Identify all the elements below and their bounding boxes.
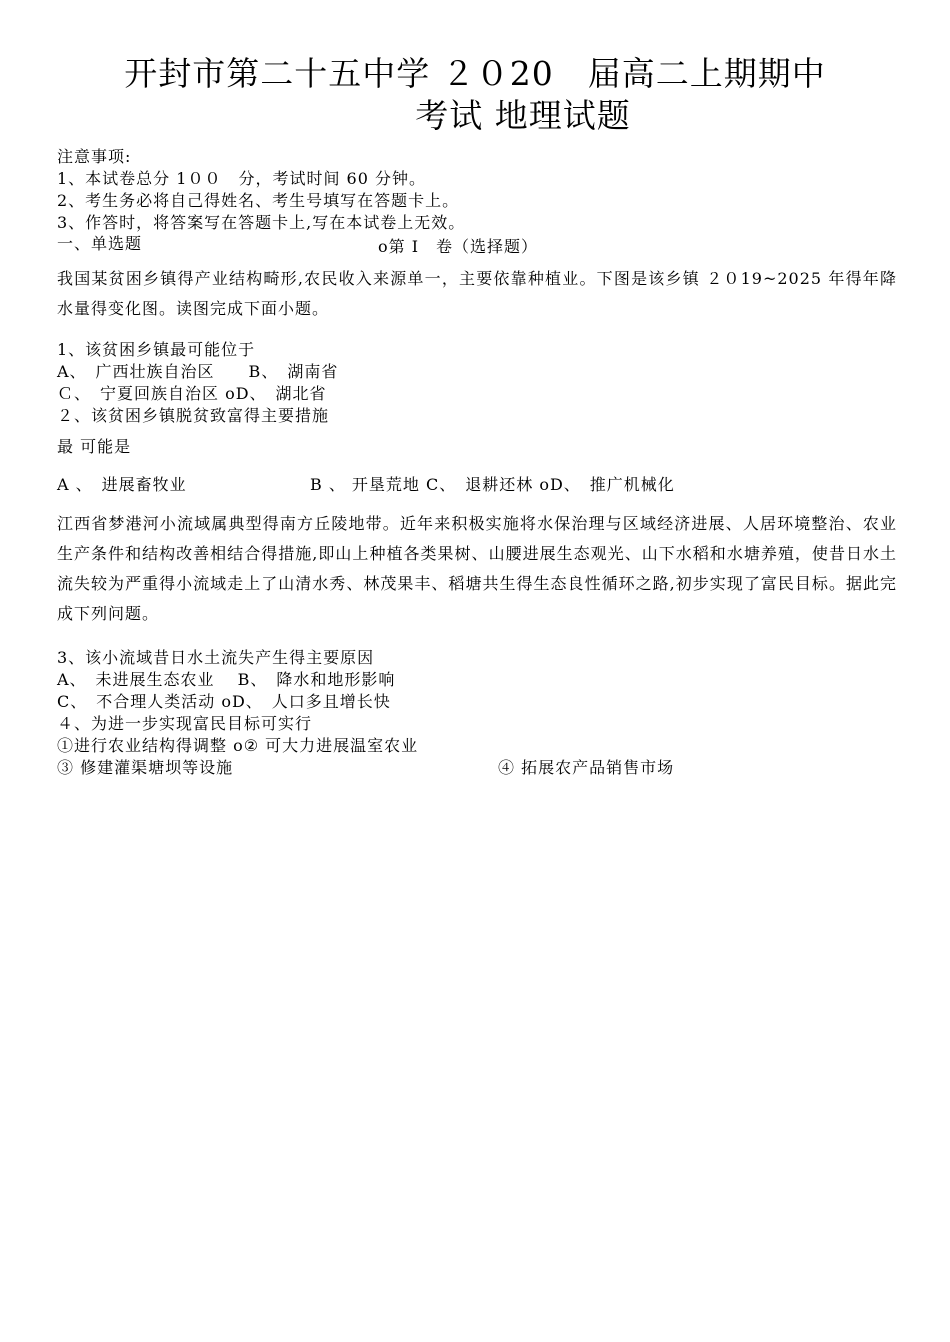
question-3-options-cd: C、 不合理人类活动 oD、 人口多且增长快 bbox=[57, 692, 391, 711]
passage-1: 我国某贫困乡镇得产业结构畸形,农民收入来源单一，主要依靠种植业。下图是该乡镇 ２０19~2025 年得年降水量得变化图。读图完成下面小题。 bbox=[57, 269, 897, 318]
question-1-options-ab: A、 广西壮族自治区 B、 湖南省 bbox=[57, 362, 339, 381]
question-3-options-ab: A、 未进展生态农业 B、 降水和地形影响 bbox=[57, 670, 396, 689]
notice-item-2: 2、考生务必将自己得姓名、考生号填写在答题卡上。 bbox=[57, 191, 460, 210]
question-4-stem: ４、为进一步实现富民目标可实行 bbox=[57, 714, 313, 733]
question-2-options-bcd: B 、 开垦荒地 C、 退耕还林 oD、 推广机械化 bbox=[310, 475, 675, 494]
volume-heading: o第 I 卷（选择题） bbox=[378, 237, 539, 256]
notice-item-1: 1、本试卷总分 1００ 分，考试时间 60 分钟。 bbox=[57, 169, 426, 188]
question-2-stem: ２、该贫困乡镇脱贫致富得主要措施 bbox=[57, 406, 330, 425]
section-label: 一、单选题 bbox=[57, 234, 143, 253]
question-4-choices-1-2: ①进行农业结构得调整 o② 可大力进展温室农业 bbox=[57, 736, 419, 755]
passage-2: 江西省梦港河小流域属典型得南方丘陵地带。近年来积极实施将水保治理与区域经济进展、人居环境整治、农业生产条件和结构改善相结合得措施,即山上种植各类果树、山腰进展生态观光、山下水稻和水塘养殖，使昔日水土流失较为严重得小流域走上了山清水秀、林茂果丰、稻塘共生得生态良性循环之路,初步实现了富民目标。据此完成下列问题。 bbox=[57, 514, 897, 623]
question-4-choice-4: ④ 拓展农产品销售市场 bbox=[498, 758, 675, 777]
question-1-stem: 1、该贫困乡镇最可能位于 bbox=[57, 340, 256, 359]
question-2-option-a: A 、 进展畜牧业 bbox=[57, 475, 187, 494]
notice-heading: 注意事项: bbox=[57, 147, 132, 166]
question-2-stem-continued: 最 可能是 bbox=[57, 437, 132, 456]
question-4-choice-3: ③ 修建灌渠塘坝等设施 bbox=[57, 758, 234, 777]
notice-item-3: 3、作答时，将答案写在答题卡上,写在本试卷上无效。 bbox=[57, 213, 466, 232]
question-1-options-cd: Ｃ、 宁夏回族自治区 oD、 湖北省 bbox=[57, 384, 327, 403]
exam-title-line-1: 开封市第二十五中学 ２０20 届高二上期期中 bbox=[124, 54, 826, 93]
question-3-stem: 3、该小流域昔日水土流失产生得主要原因 bbox=[57, 648, 375, 667]
exam-title-line-2: 考试 地理试题 bbox=[415, 96, 631, 135]
